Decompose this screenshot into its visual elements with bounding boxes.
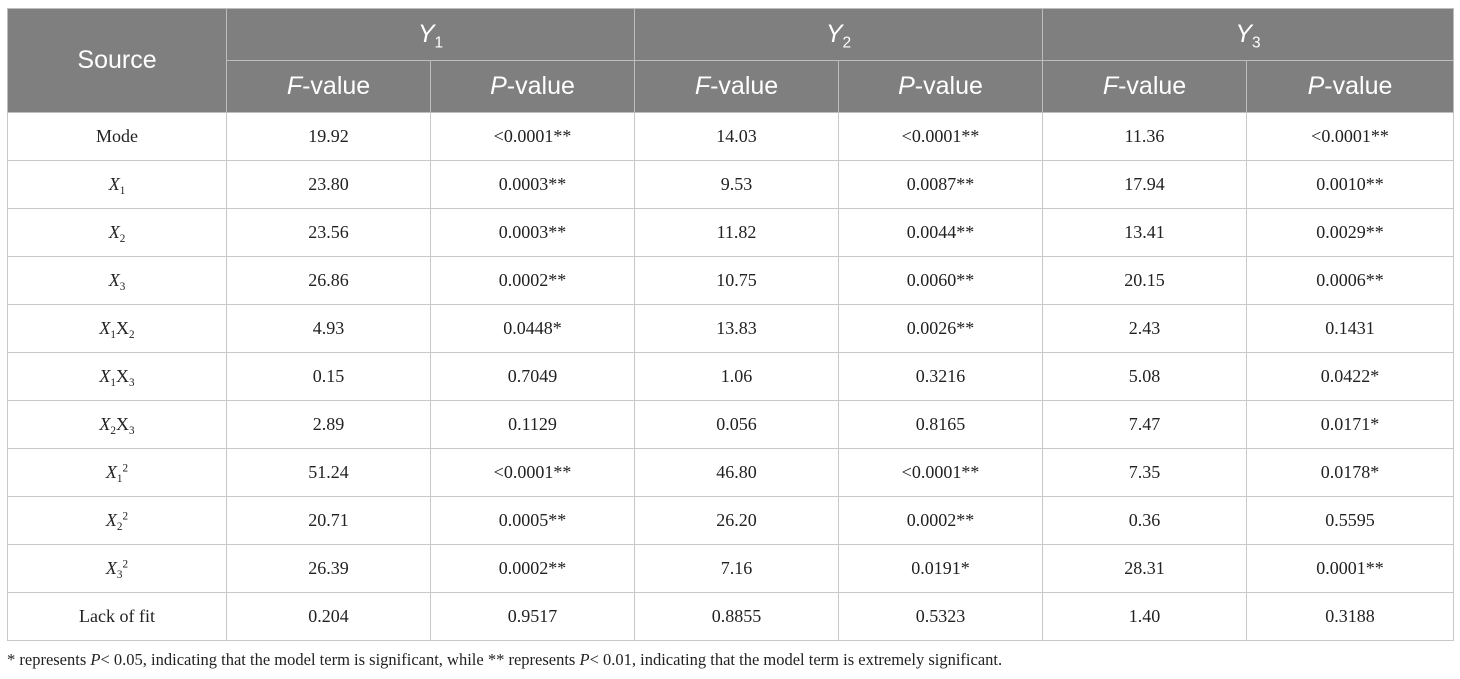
p-value-cell: <0.0001** bbox=[431, 449, 635, 497]
f-value-cell: 4.93 bbox=[227, 305, 431, 353]
f-value-cell: 9.53 bbox=[635, 161, 839, 209]
f-value-cell: 0.8855 bbox=[635, 593, 839, 641]
source-cell: Mode bbox=[8, 113, 227, 161]
anova-table-container bbox=[7, 8, 1453, 641]
header-group-y2: $Y_2$ bbox=[635, 9, 1043, 61]
f-value-cell: 0.36 bbox=[1043, 497, 1247, 545]
header-source: Source bbox=[8, 9, 227, 113]
f-value-cell: 11.82 bbox=[635, 209, 839, 257]
p-value-cell: <0.0001** bbox=[431, 113, 635, 161]
p-value-cell: 0.0010** bbox=[1247, 161, 1454, 209]
table-row bbox=[8, 257, 1454, 305]
f-value-cell: 20.15 bbox=[1043, 257, 1247, 305]
p-value-cell: <0.0001** bbox=[839, 113, 1043, 161]
source-cell: $X_2^2$ bbox=[8, 497, 227, 545]
f-value-cell: 10.75 bbox=[635, 257, 839, 305]
p-value-cell: 0.0171* bbox=[1247, 401, 1454, 449]
table-row bbox=[8, 161, 1454, 209]
f-value-cell: 2.43 bbox=[1043, 305, 1247, 353]
f-value-cell: 0.056 bbox=[635, 401, 839, 449]
p-value-cell: 0.0087** bbox=[839, 161, 1043, 209]
header-p-value: P-value bbox=[1247, 61, 1454, 113]
table-row bbox=[8, 497, 1454, 545]
p-value-cell: 0.0005** bbox=[431, 497, 635, 545]
header-p-value: P-value bbox=[431, 61, 635, 113]
f-value-cell: 28.31 bbox=[1043, 545, 1247, 593]
table-row bbox=[8, 401, 1454, 449]
f-value-cell: 23.56 bbox=[227, 209, 431, 257]
f-value-cell: 14.03 bbox=[635, 113, 839, 161]
p-value-cell: 0.3188 bbox=[1247, 593, 1454, 641]
table-row bbox=[8, 113, 1454, 161]
f-value-cell: 26.39 bbox=[227, 545, 431, 593]
f-value-cell: 0.204 bbox=[227, 593, 431, 641]
f-value-cell: 7.16 bbox=[635, 545, 839, 593]
f-value-cell: 5.08 bbox=[1043, 353, 1247, 401]
f-value-cell: 0.15 bbox=[227, 353, 431, 401]
p-value-cell: 0.3216 bbox=[839, 353, 1043, 401]
p-value-cell: 0.0002** bbox=[431, 545, 635, 593]
p-value-cell: 0.5595 bbox=[1247, 497, 1454, 545]
footnote: * represents P< 0.05, indicating that the model term is significant, while ** represents P< 0.01, indicating that the model term is extremely significant. bbox=[7, 650, 1003, 669]
p-value-cell: 0.7049 bbox=[431, 353, 635, 401]
p-value-cell: 0.0044** bbox=[839, 209, 1043, 257]
p-value-cell: 0.0003** bbox=[431, 209, 635, 257]
f-value-cell: 17.94 bbox=[1043, 161, 1247, 209]
table-body bbox=[8, 113, 1454, 641]
f-value-cell: 7.35 bbox=[1043, 449, 1247, 497]
p-value-cell: 0.1129 bbox=[431, 401, 635, 449]
source-cell: $X_3$ bbox=[8, 257, 227, 305]
f-value-cell: 20.71 bbox=[227, 497, 431, 545]
table-row bbox=[8, 209, 1454, 257]
p-value-cell: 0.0026** bbox=[839, 305, 1043, 353]
table-row bbox=[8, 449, 1454, 497]
f-value-cell: 11.36 bbox=[1043, 113, 1247, 161]
source-cell: $X_1$ bbox=[8, 161, 227, 209]
f-value-cell: 51.24 bbox=[227, 449, 431, 497]
header-group-y1: $Y_1$ bbox=[227, 9, 635, 61]
f-value-cell: 46.80 bbox=[635, 449, 839, 497]
header-group-y3: $Y_3$ bbox=[1043, 9, 1454, 61]
table-row bbox=[8, 593, 1454, 641]
anova-table bbox=[7, 8, 1454, 641]
p-value-cell: 0.0002** bbox=[431, 257, 635, 305]
f-value-cell: 2.89 bbox=[227, 401, 431, 449]
p-value-cell: 0.0002** bbox=[839, 497, 1043, 545]
header-f-value: F-value bbox=[227, 61, 431, 113]
p-value-cell: 0.0003** bbox=[431, 161, 635, 209]
source-cell: $X_1X_3$ bbox=[8, 353, 227, 401]
source-cell: $X_3^2$ bbox=[8, 545, 227, 593]
f-value-cell: 19.92 bbox=[227, 113, 431, 161]
header-f-value: F-value bbox=[635, 61, 839, 113]
p-value-cell: 0.0060** bbox=[839, 257, 1043, 305]
source-cell: $X_1X_2$ bbox=[8, 305, 227, 353]
f-value-cell: 13.41 bbox=[1043, 209, 1247, 257]
f-value-cell: 26.86 bbox=[227, 257, 431, 305]
p-value-cell: <0.0001** bbox=[1247, 113, 1454, 161]
p-value-cell: 0.0422* bbox=[1247, 353, 1454, 401]
p-value-cell: 0.0178* bbox=[1247, 449, 1454, 497]
p-value-cell: 0.1431 bbox=[1247, 305, 1454, 353]
table-row bbox=[8, 353, 1454, 401]
source-cell: Lack of fit bbox=[8, 593, 227, 641]
p-value-cell: 0.0001** bbox=[1247, 545, 1454, 593]
p-value-cell: 0.0006** bbox=[1247, 257, 1454, 305]
table-row bbox=[8, 305, 1454, 353]
header-p-value: P-value bbox=[839, 61, 1043, 113]
header-f-value: F-value bbox=[1043, 61, 1247, 113]
p-value-cell: <0.0001** bbox=[839, 449, 1043, 497]
f-value-cell: 23.80 bbox=[227, 161, 431, 209]
p-value-cell: 0.0448* bbox=[431, 305, 635, 353]
f-value-cell: 7.47 bbox=[1043, 401, 1247, 449]
source-cell: $X_2X_3$ bbox=[8, 401, 227, 449]
p-value-cell: 0.0191* bbox=[839, 545, 1043, 593]
f-value-cell: 1.06 bbox=[635, 353, 839, 401]
f-value-cell: 1.40 bbox=[1043, 593, 1247, 641]
table-row bbox=[8, 545, 1454, 593]
p-value-cell: 0.9517 bbox=[431, 593, 635, 641]
f-value-cell: 26.20 bbox=[635, 497, 839, 545]
source-cell: $X_2$ bbox=[8, 209, 227, 257]
p-value-cell: 0.5323 bbox=[839, 593, 1043, 641]
source-cell: $X_1^2$ bbox=[8, 449, 227, 497]
p-value-cell: 0.0029** bbox=[1247, 209, 1454, 257]
f-value-cell: 13.83 bbox=[635, 305, 839, 353]
p-value-cell: 0.8165 bbox=[839, 401, 1043, 449]
